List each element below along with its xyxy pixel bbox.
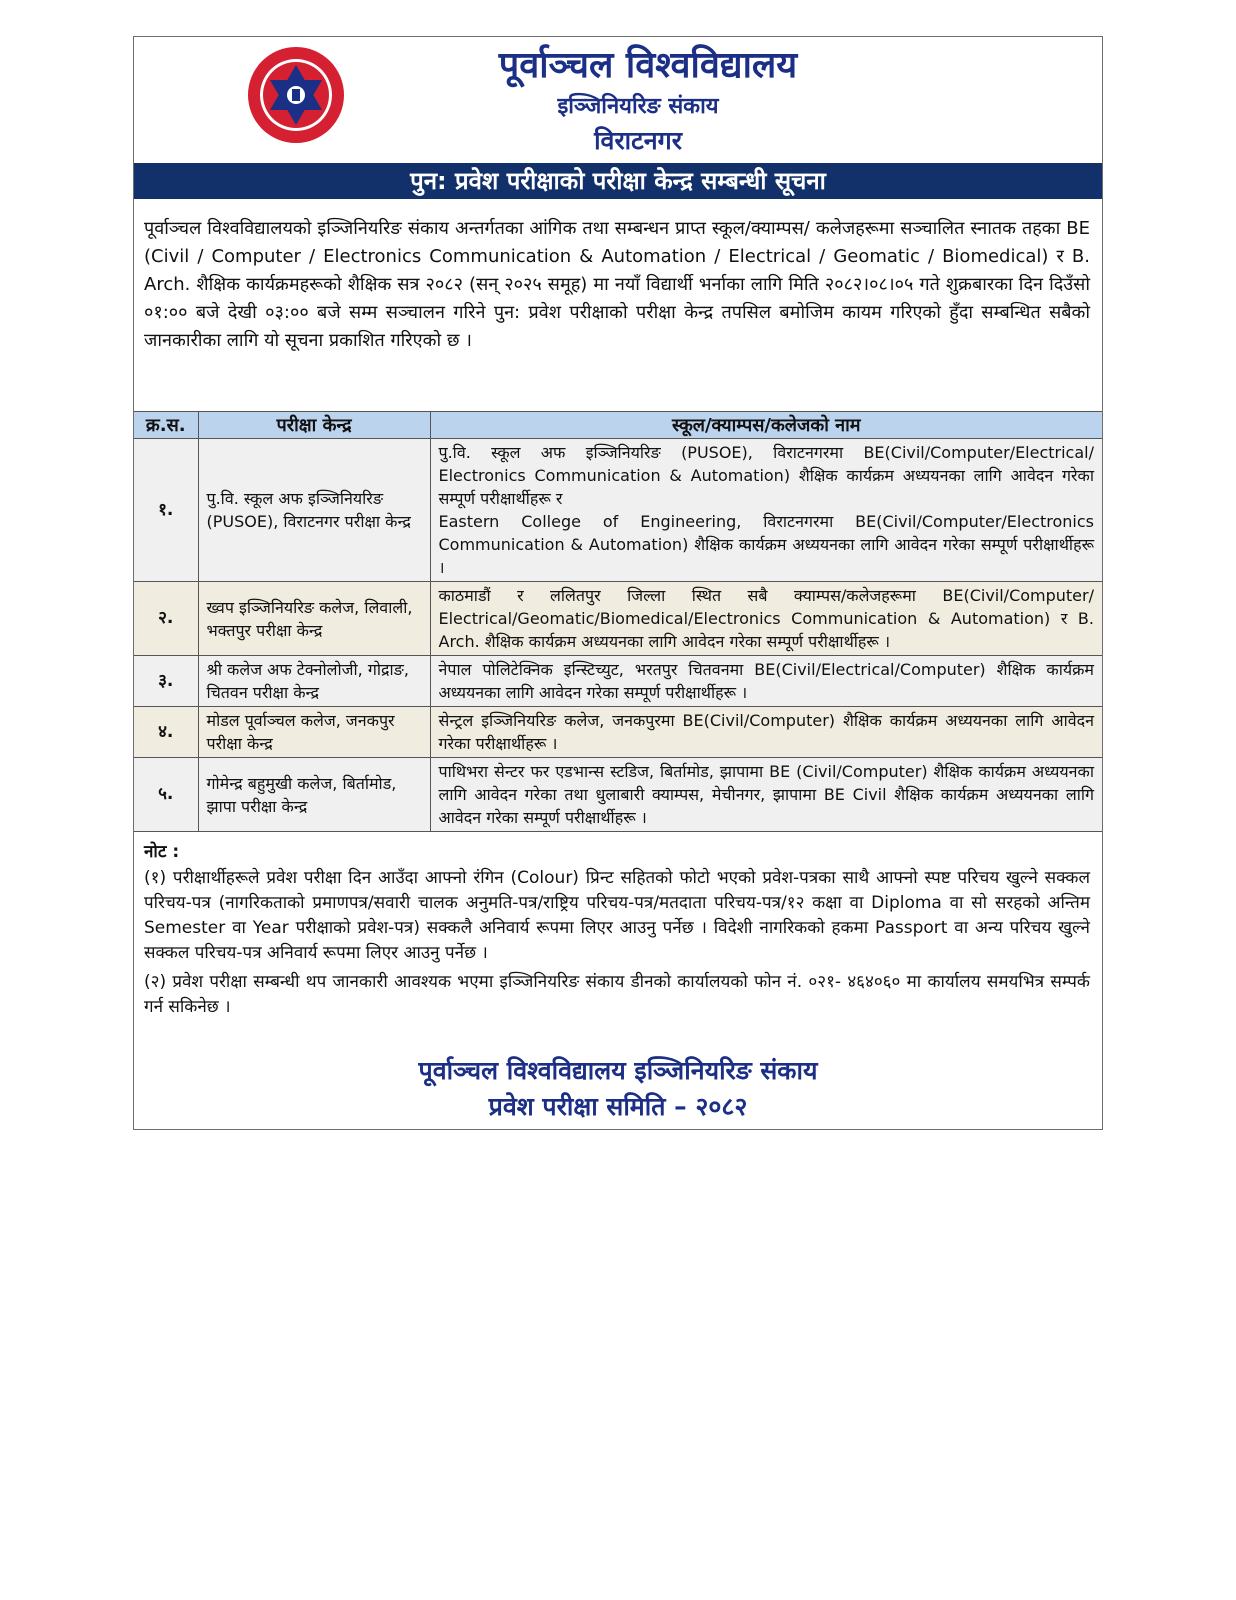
- row-sn: ४.: [134, 707, 198, 758]
- row-colleges: सेन्ट्रल इञ्जिनियरिङ कलेज, जनकपुरमा BE(Civil/Computer) शैक्षिक कार्यक्रम अध्ययनका लागि आवेदन गरेका परीक्षार्थीहरू ।: [430, 707, 1102, 758]
- table-header-row: [134, 412, 1102, 439]
- note-item-1: (१) परीक्षार्थीहरूले प्रवेश परीक्षा दिन आउँदा आफ्नो रंगिन (Colour) प्रिन्ट सहितको फोटो भएको प्रवेश-पत्रका साथै आफ्नो स्पष्ट परिचय खुल्ने सक्कल परिचय-पत्र (नागरिकताको प्रमाणपत्र/सवारी चालक अनुमति-पत्र/राष्ट्रिय परिचय-पत्र/मतदाता परिचय-पत्र/१२ कक्षा वा Diploma वा सो सरहको अन्तिम Semester वा Year परीक्षाको प्रवेश-पत्र) सक्कलै अनिवार्य रूपमा लिएर आउनु पर्नेछ । विदेशी नागरिकको हकमा Passport वा अन्य परिचय खुल्ने सक्कल परिचय-पत्र अनिवार्य रूपमा लिएर आउनु पर्नेछ ।: [144, 868, 1090, 963]
- footer-signature: [134, 1053, 1102, 1125]
- notice-banner: पुन: प्रवेश परीक्षाको परीक्षा केन्द्र सम्बन्धी सूचना: [134, 163, 1102, 199]
- table-row: [134, 758, 1102, 832]
- row-sn: २.: [134, 582, 198, 656]
- row-sn: १.: [134, 439, 198, 582]
- exam-center-table: [134, 411, 1102, 832]
- row-colleges: [430, 439, 1102, 582]
- header: [134, 37, 1102, 163]
- intro-paragraph: पूर्वाञ्चल विश्वविद्यालयको इञ्जिनियरिङ संकाय अन्तर्गतका आंगिक तथा सम्बन्धन प्राप्त स्कूल/क्याम्पस/ कलेजहरूमा सञ्चालित स्नातक तहका BE (Civil / Computer / Electronics Communication & Automation / Electrical / Geomatic / Biomedical) र B. Arch. शैक्षिक कार्यक्रमहरूको शैक्षिक सत्र २०८२ (सन् २०२५ समूह) मा नयाँ विद्यार्थी भर्नाका लागि मिति २०८२।०८।०५ गते शुक्रबारका दिन दिउँसो ०१:०० बजे देखी ०३:०० बजे सम्म सञ्चालन गरिने पुन: प्रवेश परीक्षाको परीक्षा केन्द्र तपसिल बमोजिम कायम गरिएको हुँदा सम्बन्धित सबैको जानकारीका लागि यो सूचना प्रकाशित गरिएको छ ।: [144, 218, 1090, 351]
- col-header-center: परीक्षा केन्द्र: [198, 412, 430, 439]
- row-colleges: काठमाडौं र ललितपुर जिल्ला स्थित सबै क्याम्पस/कलेजहरूमा BE(Civil/Computer/ Electrical/Geomatic/Biomedical/Electronics Communication & Automation) र B. Arch. शैक्षिक कार्यक्रम अध्ययनका लागि आवेदन गरेका सम्पूर्ण परीक्षार्थीहरू ।: [430, 582, 1102, 656]
- university-title: पूर्वाञ्चल विश्वविद्यालय: [498, 45, 798, 86]
- row-colleges-part1: पु.वि. स्कूल अफ इञ्जिनियरिङ (PUSOE), विराटनगरमा BE(Civil/Computer/Electrical/ Electronics Communication & Automation) शैक्षिक कार्यक्रम अध्ययनका लागि आवेदन गरेका सम्पूर्ण परीक्षार्थीहरू र: [438, 443, 1094, 508]
- notes-section: [134, 832, 1102, 1020]
- row-center: पु.वि. स्कूल अफ इञ्जिनियरिङ (PUSOE), विराटनगर परीक्षा केन्द्र: [198, 439, 430, 582]
- table-row: [134, 656, 1102, 707]
- row-colleges: पाथिभरा सेन्टर फर एडभान्स स्टडिज, बिर्तामोड, झापामा BE (Civil/Computer) शैक्षिक कार्यक्रम अध्ययनका लागि आवेदन गरेका तथा धुलाबारी क्याम्पस, मेचीनगर, झापामा BE Civil शैक्षिक कार्यक्रम अध्ययनका लागि आवेदन गरेका सम्पूर्ण परीक्षार्थीहरू ।: [430, 758, 1102, 832]
- header-titles: [134, 41, 1102, 159]
- row-sn: ३.: [134, 656, 198, 707]
- faculty-title: इञ्जिनियरिङ संकाय: [557, 94, 719, 119]
- notice-document: [133, 36, 1103, 1130]
- row-colleges-part2: Eastern College of Engineering, विराटनगरमा BE(Civil/Computer/Electronics Communication & Automation) शैक्षिक कार्यक्रम अध्ययनका लागि आवेदन गरेका सम्पूर्ण परीक्षार्थीहरू ।: [438, 512, 1094, 577]
- table-row: [134, 707, 1102, 758]
- footer-line1: पूर्वाञ्चल विश्वविद्यालय इञ्जिनियरिङ संकाय: [418, 1056, 818, 1085]
- footer-line2: प्रवेश परीक्षा समिति – २०८२: [488, 1092, 748, 1121]
- notes-title: नोट :: [144, 842, 180, 862]
- row-sn: ५.: [134, 758, 198, 832]
- table-row: [134, 439, 1102, 582]
- col-header-sn: क्र.स.: [134, 412, 198, 439]
- table-row: [134, 582, 1102, 656]
- row-center: श्री कलेज अफ टेक्नोलोजी, गोद्राङ, चितवन परीक्षा केन्द्र: [198, 656, 430, 707]
- col-header-colleges: स्कूल/क्याम्पस/कलेजको नाम: [430, 412, 1102, 439]
- row-colleges: नेपाल पोलिटेक्निक इन्स्टिच्युट, भरतपुर चितवनमा BE(Civil/Electrical/Computer) शैक्षिक कार्यक्रम अध्ययनका लागि आवेदन गरेका सम्पूर्ण परीक्षार्थीहरू ।: [430, 656, 1102, 707]
- row-center: ख्वप इञ्जिनियरिङ कलेज, लिवाली, भक्तपुर परीक्षा केन्द्र: [198, 582, 430, 656]
- row-center: गोमेन्द्र बहुमुखी कलेज, बिर्तामोड, झापा परीक्षा केन्द्र: [198, 758, 430, 832]
- row-center: मोडल पूर्वाञ्चल कलेज, जनकपुर परीक्षा केन्द्र: [198, 707, 430, 758]
- note-item-2: (२) प्रवेश परीक्षा सम्बन्धी थप जानकारी आवश्यक भएमा इञ्जिनियरिङ संकाय डीनको कार्यालयको फोन नं. ०२१- ४६४०६० मा कार्यालय समयभित्र सम्पर्क गर्न सकिनेछ ।: [144, 972, 1090, 1017]
- city-title: विराटनगर: [594, 126, 682, 155]
